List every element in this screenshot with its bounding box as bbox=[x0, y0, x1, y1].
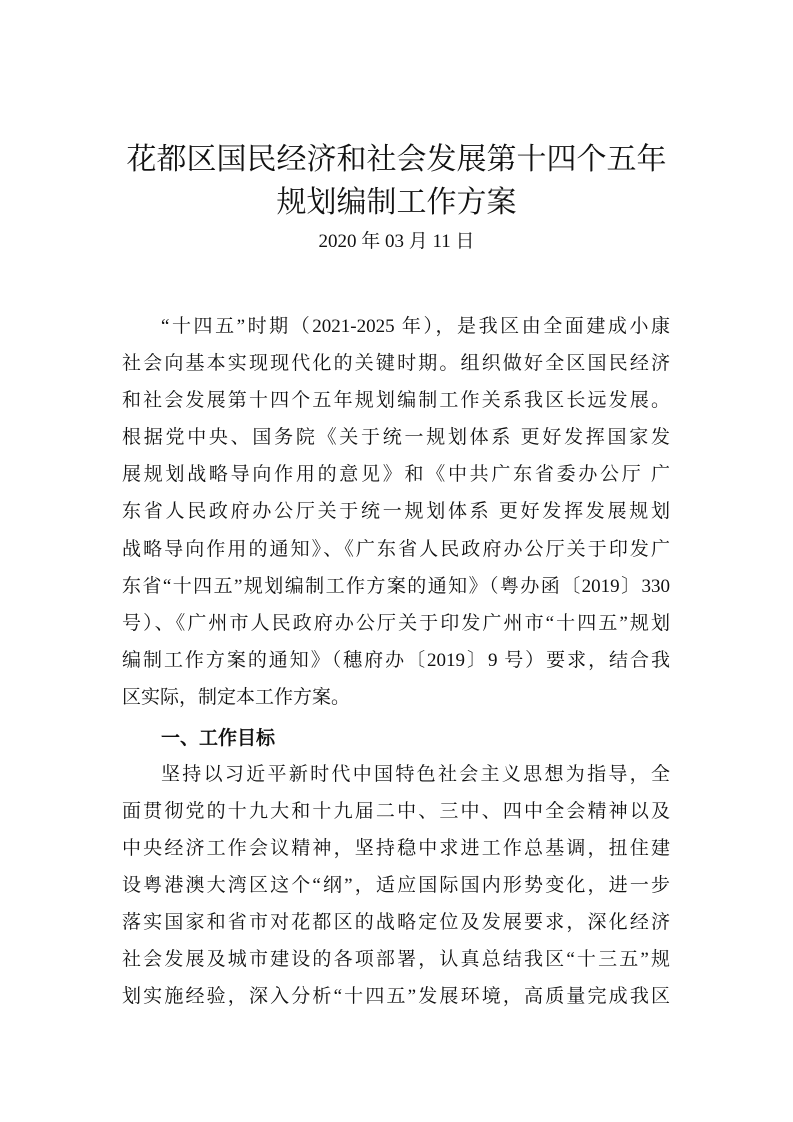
paragraph-line: 东省“十四五”规划编制工作方案的通知》（粤办函〔2019〕330 bbox=[122, 576, 670, 597]
paragraph-line: 展规划战略导向作用的意见》和《中共广东省委办公厅 广 bbox=[122, 464, 670, 485]
paragraph-line: 编制工作方案的通知》（穗府办〔2019〕9 号）要求，结合我 bbox=[122, 650, 670, 671]
section-heading-work-goals: 一、工作目标 bbox=[161, 727, 276, 749]
paragraph-line: 根据党中央、国务院《关于统一规划体系 更好发挥国家发 bbox=[122, 427, 670, 448]
paragraph-line: 中央经济工作会议精神，坚持稳中求进工作总基调，扭住建 bbox=[122, 838, 670, 859]
paragraph-line: “十四五”时期（2021-2025 年），是我区由全面建成小康 bbox=[161, 316, 670, 337]
paragraph-line: 划实施经验，深入分析“十四五”发展环境，高质量完成我区 bbox=[122, 986, 670, 1007]
document-date: 2020 年 03 月 11 日 bbox=[318, 231, 475, 252]
paragraph-line: 号）、《广州市人民政府办公厅关于印发广州市“十四五”规划 bbox=[122, 613, 670, 634]
paragraph-line: 坚持以习近平新时代中国特色社会主义思想为指导，全 bbox=[161, 764, 670, 785]
paragraph-line: 社会发展及城市建设的各项部署，认真总结我区“十三五”规 bbox=[122, 949, 670, 970]
paragraph-line: 区实际，制定本工作方案。 bbox=[122, 687, 351, 708]
paragraph-line: 设粤港澳大湾区这个“纲”，适应国际国内形势变化，进一步 bbox=[122, 875, 670, 896]
paragraph-line: 和社会发展第十四个五年规划编制工作关系我区长远发展。 bbox=[122, 390, 670, 411]
paragraph-line: 东省人民政府办公厅关于统一规划体系 更好发挥发展规划 bbox=[122, 501, 670, 522]
paragraph-line: 落实国家和省市对花都区的战略定位及发展要求，深化经济 bbox=[122, 912, 670, 933]
paragraph-line: 战略导向作用的通知》、《广东省人民政府办公厅关于印发广 bbox=[122, 539, 670, 560]
document-title-line-1: 花都区国民经济和社会发展第十四个五年 bbox=[126, 142, 667, 177]
document-title-line-2: 规划编制工作方案 bbox=[276, 185, 517, 220]
paragraph-line: 面贯彻党的十九大和十九届二中、三中、四中全会精神以及 bbox=[122, 801, 670, 822]
paragraph-line: 社会向基本实现现代化的关键时期。组织做好全区国民经济 bbox=[122, 353, 670, 374]
